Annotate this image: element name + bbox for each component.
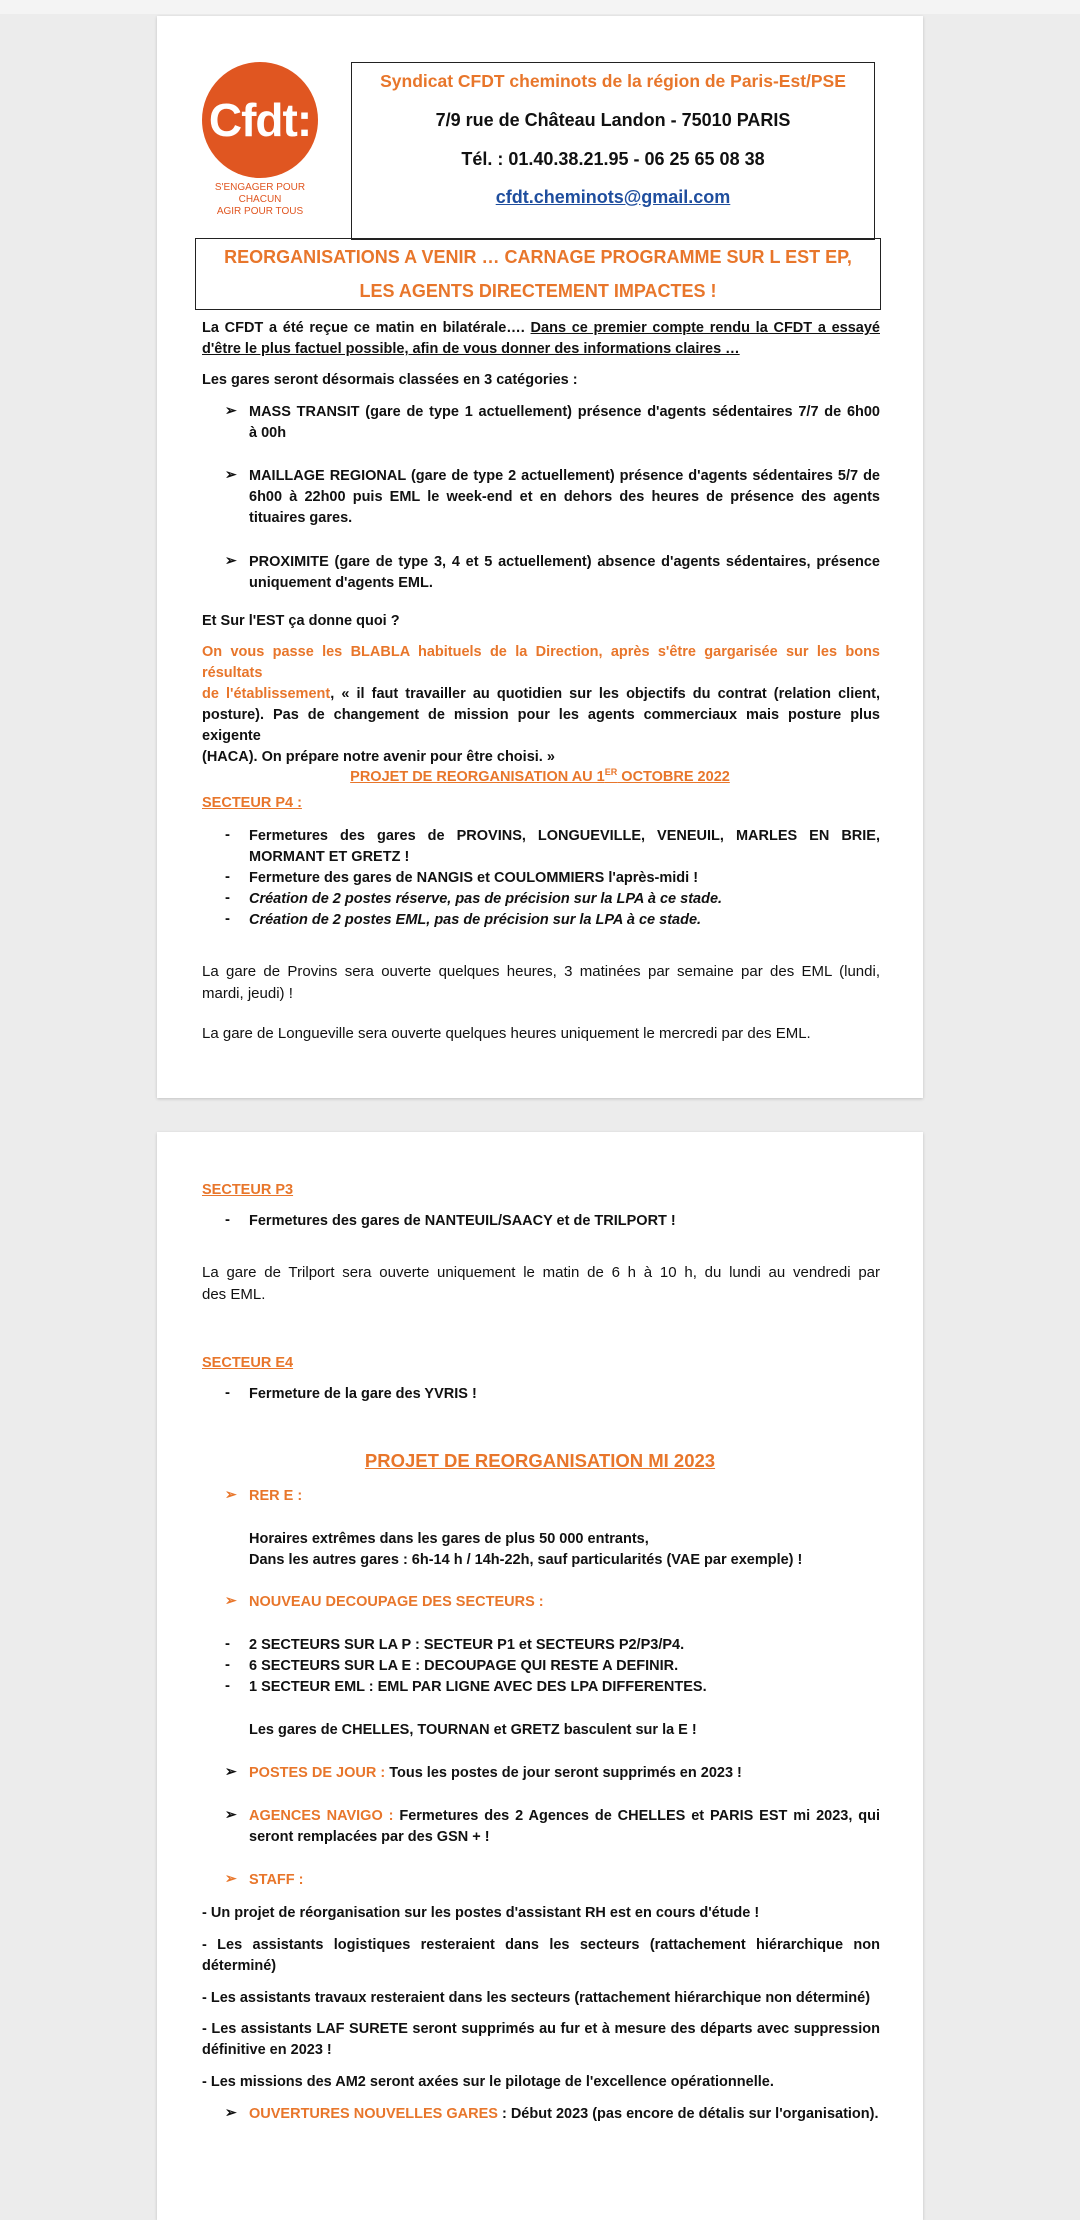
projet-2023-title: PROJET DE REORGANISATION MI 2023 <box>364 1450 716 1471</box>
intro-plain: La CFDT a été reçue ce matin en bilatérale…. <box>202 320 531 336</box>
rer-e-label: RER E : <box>249 1488 303 1504</box>
est-paragraph: On vous passe les BLABLA habituels de la Direction, après s'être gargarisée sur les bons résultats de l'établissement, « il faut travailler au quotidien sur les objectifs du contrat (relation client, posture). Pas de changement de mission pour les agents commerciaux mais posture plus exigente (HACA). On prépare notre avenir pour être choisi. » <box>202 644 881 765</box>
secteur-p4-label: SECTEUR P4 : <box>202 795 302 811</box>
slogan-line-2: AGIR POUR TOUS <box>216 206 304 217</box>
dash-bullet: - <box>225 1384 230 1401</box>
staff-item-4: - Les assistants LAF SURETE seront supprimés au fur et à mesure des départs avec suppression définitive en 2023 ! <box>202 2021 880 2058</box>
arrow-icon: ➢ <box>225 552 237 568</box>
viewer-top-bar <box>0 0 1080 14</box>
dash-bullet: - <box>225 889 230 906</box>
projet-octobre-title: PROJET DE REORGANISATION AU 1ER OCTOBRE 2022 <box>350 767 730 785</box>
decoupage-item-2: 6 SECTEURS SUR LA E : DECOUPAGE QUI RESTE A DEFINIR. <box>249 1658 679 1674</box>
cfdt-logo <box>202 62 318 178</box>
ouvertures-nouvelles-gares: OUVERTURES NOUVELLES GARES : Début 2023 (pas encore de détalis sur l'organisation). <box>249 2106 879 2122</box>
logo-slogan <box>195 182 325 218</box>
header-org: Syndicat CFDT cheminots de la région de Paris-Est/PSE <box>380 71 846 91</box>
postes-de-jour: POSTES DE JOUR : Tous les postes de jour seront supprimés en 2023 ! <box>249 1765 742 1781</box>
p4-item-3: Création de 2 postes réserve, pas de précision sur la LPA à ce stade. <box>249 891 723 907</box>
title-box <box>195 238 881 310</box>
arrow-icon: ➢ <box>225 466 237 482</box>
decoupage-item-3: 1 SECTEUR EML : EML PAR LIGNE AVEC DES LPA DIFFERENTES. <box>249 1679 707 1695</box>
p4-item-2: Fermeture des gares de NANGIS et COULOMMIERS l'après-midi ! <box>249 870 699 886</box>
intro-paragraph <box>202 318 880 360</box>
dash-bullet: - <box>225 868 230 885</box>
staff-item-5: - Les missions des AM2 seront axées sur le pilotage de l'excellence opérationnelle. <box>202 2074 774 2090</box>
dash-bullet: - <box>225 1211 230 1228</box>
p4-item-4: Création de 2 postes EML, pas de précision sur la LPA à ce stade. <box>249 912 702 928</box>
title-line-1: REORGANISATIONS A VENIR … CARNAGE PROGRAMME SUR L EST EP, <box>224 247 852 267</box>
staff-label: STAFF : <box>249 1872 304 1888</box>
arrow-icon: ➢ <box>225 2104 237 2120</box>
decoupage-item-1: 2 SECTEURS SUR LA P : SECTEUR P1 et SECTEURS P2/P3/P4. <box>249 1637 685 1653</box>
category-mass-transit: MASS TRANSIT (gare de type 1 actuellement) présence d'agents sédentaires 7/7 de 6h00 à 00h <box>249 404 880 441</box>
intro-underlined-2: d'être le plus factuel possible, afin de vous donner des informations claires … <box>202 341 740 357</box>
document-page-2 <box>157 1132 923 2220</box>
category-maillage-regional: MAILLAGE REGIONAL (gare de type 2 actuellement) présence d'agents sédentaires 5/7 de 6h00 à 22h00 puis EML le week-end et en dehors des heures de présence des agents tituaires gares. <box>249 468 880 526</box>
category-proximite: PROXIMITE (gare de type 3, 4 et 5 actuellement) absence d'agents sédentaires, présence uniquement d'agents EML. <box>249 554 880 591</box>
staff-item-1: - Un projet de réorganisation sur les postes d'assistant RH est en cours d'étude ! <box>202 1905 760 1921</box>
bascule-line: Les gares de CHELLES, TOURNAN et GRETZ basculent sur la E ! <box>249 1722 697 1738</box>
arrow-icon: ➢ <box>225 1592 237 1608</box>
decoupage-label: NOUVEAU DECOUPAGE DES SECTEURS : <box>249 1594 544 1610</box>
arrow-icon: ➢ <box>225 402 237 418</box>
trilport-paragraph: La gare de Trilport sera ouverte uniquement le matin de 6 h à 10 h, du lundi au vendredi par des EML. <box>202 1264 880 1303</box>
longueville-paragraph: La gare de Longueville sera ouverte quelques heures uniquement le mercredi par des EML. <box>202 1025 811 1042</box>
est-question: Et Sur l'EST ça donne quoi ? <box>202 613 400 629</box>
intro-underlined-1: Dans ce premier compte rendu la CFDT a essayé <box>530 320 880 336</box>
slogan-line-1: S'ENGAGER POUR CHACUN <box>214 182 306 205</box>
agences-navigo: AGENCES NAVIGO : Fermetures des 2 Agences de CHELLES et PARIS EST mi 2023, qui seront remplacées par des GSN + ! <box>249 1808 880 1845</box>
secteur-p3-label: SECTEUR P3 <box>202 1182 294 1198</box>
categories-lead: Les gares seront désormais classées en 3 catégories : <box>202 372 578 388</box>
rer-line-2: Dans les autres gares : 6h-14 h / 14h-22h, sauf particularités (VAE par exemple) ! <box>249 1552 803 1568</box>
title-line-2: LES AGENTS DIRECTEMENT IMPACTES ! <box>359 281 717 301</box>
header-contact-box <box>351 62 875 240</box>
e4-item: Fermeture de la gare des YVRIS ! <box>249 1386 477 1402</box>
p3-item: Fermetures des gares de NANTEUIL/SAACY et de TRILPORT ! <box>249 1213 676 1229</box>
header-phone: Tél. : 01.40.38.21.95 - 06 25 65 08 38 <box>461 149 765 169</box>
secteur-e4-label: SECTEUR E4 <box>202 1355 294 1371</box>
provins-paragraph: La gare de Provins sera ouverte quelques heures, 3 matinées par semaine par des EML (lundi, mardi, jeudi) ! <box>202 963 880 1002</box>
dash-bullet: - <box>225 1635 230 1652</box>
staff-item-3: - Les assistants travaux resteraient dans les secteurs (rattachement hiérarchique non déterminé) <box>202 1990 871 2006</box>
rer-line-1: Horaires extrêmes dans les gares de plus 50 000 entrants, <box>249 1531 649 1547</box>
arrow-icon: ➢ <box>225 1870 237 1886</box>
dash-bullet: - <box>225 826 230 843</box>
dash-bullet: - <box>225 1677 230 1694</box>
arrow-icon: ➢ <box>225 1806 237 1822</box>
p4-item-1: Fermetures des gares de PROVINS, LONGUEVILLE, VENEUIL, MARLES EN BRIE, MORMANT ET GRETZ ! <box>249 828 880 865</box>
document-page-1 <box>157 16 923 1098</box>
staff-item-2: - Les assistants logistiques resteraient dans les secteurs (rattachement hiérarchique non déterminé) <box>202 1937 880 1974</box>
header-address: 7/9 rue de Château Landon - 75010 PARIS <box>435 110 791 130</box>
header-email-link[interactable]: cfdt.cheminots@gmail.com <box>495 187 731 207</box>
dash-bullet: - <box>225 1656 230 1673</box>
logo-text: Cfdt: <box>208 94 312 146</box>
arrow-icon: ➢ <box>225 1486 237 1502</box>
dash-bullet: - <box>225 910 230 927</box>
arrow-icon: ➢ <box>225 1763 237 1779</box>
